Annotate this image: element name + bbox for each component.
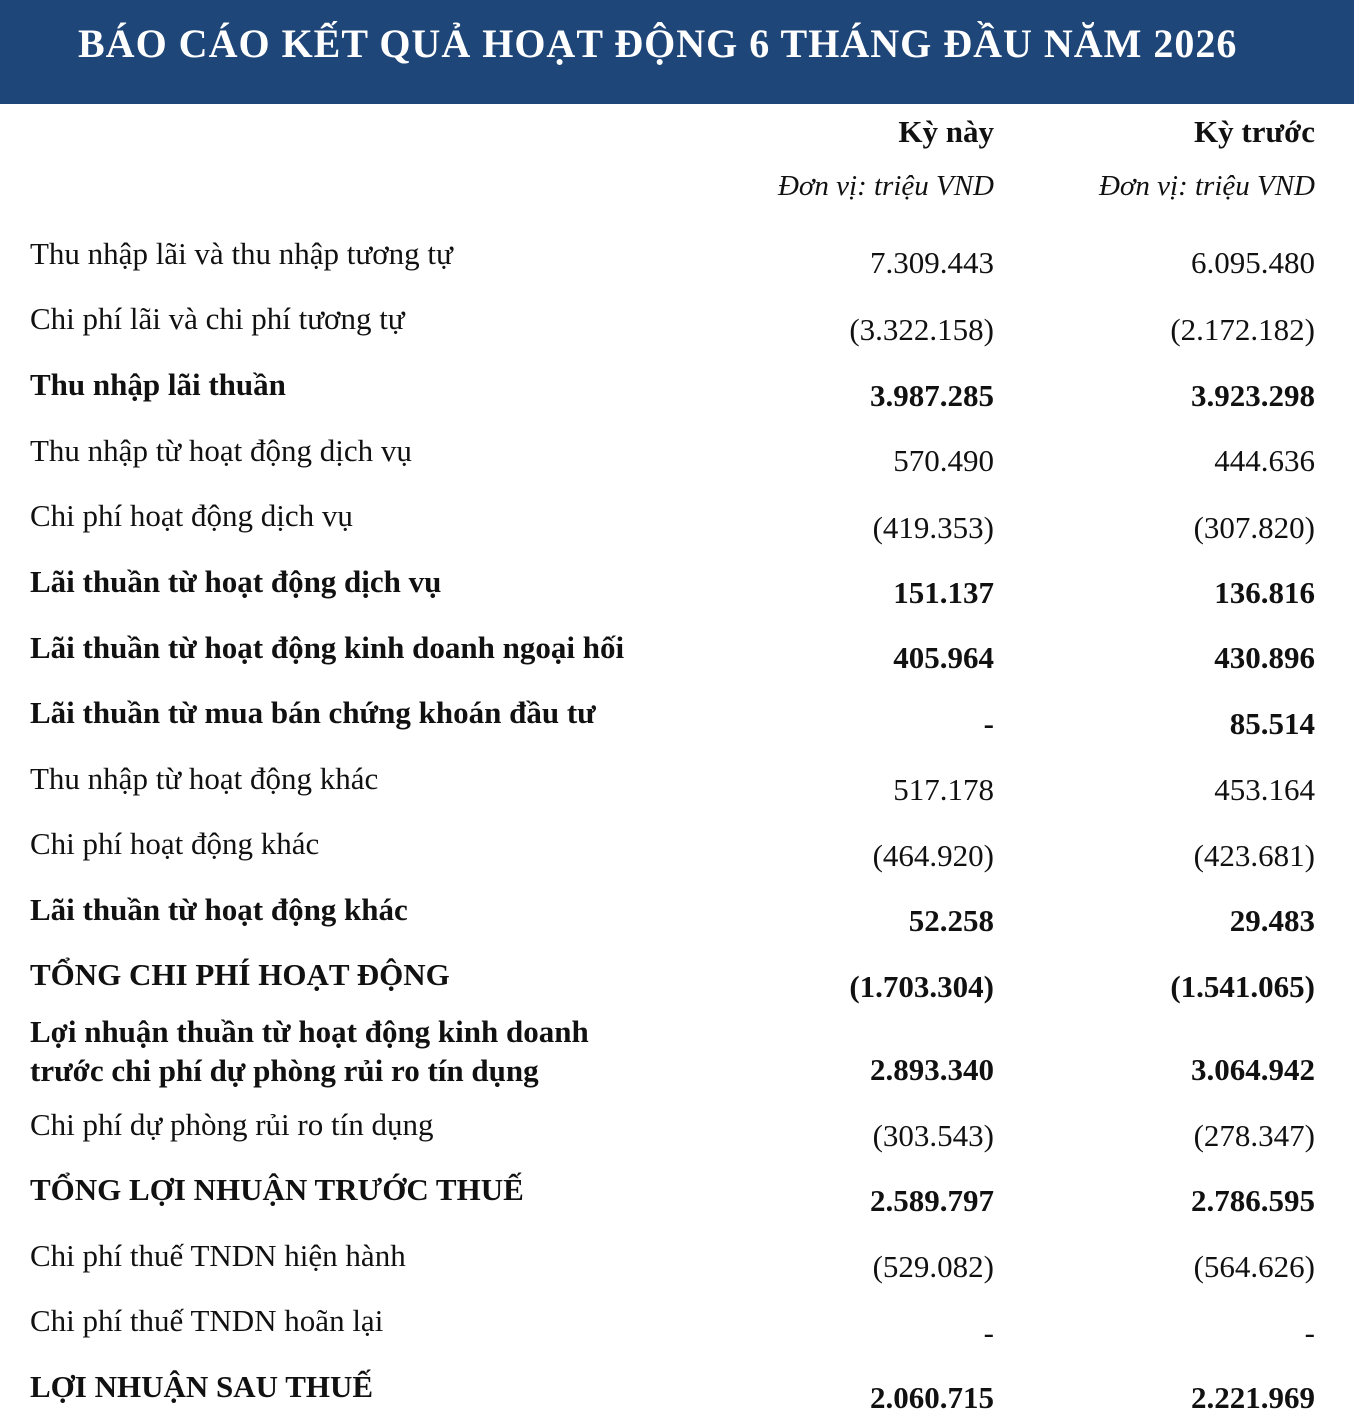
row-value-previous: 136.816 [1214,575,1315,610]
report-title: BÁO CÁO KẾT QUẢ HOẠT ĐỘNG 6 THÁNG ĐẦU NĂM 2026 [78,21,1238,66]
row-value-current: (464.920) [872,838,994,873]
row-label: LỢI NHUẬN SAU THUẾ [30,1369,374,1404]
row-value-previous: 6.095.480 [1191,245,1315,280]
row-label: Chi phí dự phòng rủi ro tín dụng [30,1107,434,1142]
row-value-previous: (1.541.065) [1170,969,1315,1004]
row-label: Thu nhập lãi và thu nhập tương tự [30,236,453,271]
row-label: Chi phí thuế TNDN hoãn lại [30,1303,384,1338]
row-value-current: (303.543) [872,1118,994,1153]
row-label: Chi phí hoạt động khác [30,826,320,861]
row-label: TỔNG CHI PHÍ HOẠT ĐỘNG [30,957,450,992]
row-value-current: 2.893.340 [870,1052,994,1087]
row-value-current: (3.322.158) [849,312,994,347]
row-value-current: 405.964 [893,640,994,675]
row-value-current: 517.178 [893,772,994,807]
row-label: Lãi thuần từ mua bán chứng khoán đầu tư [30,695,596,730]
row-value-previous: (564.626) [1193,1249,1315,1284]
row-label: Chi phí hoạt động dịch vụ [30,498,353,533]
column-header-previous: Kỳ trước [1194,114,1315,149]
row-label: Lãi thuần từ hoạt động dịch vụ [30,564,442,599]
row-value-current: 52.258 [908,903,994,938]
row-label: Lãi thuần từ hoạt động khác [30,892,408,927]
row-value-current: 570.490 [893,443,994,478]
row-value-previous: 453.164 [1214,772,1315,807]
row-value-previous: (2.172.182) [1170,312,1315,347]
row-value-current: - [983,706,994,741]
row-label: Lợi nhuận thuần từ hoạt động kinh doanh trước chi phí dự phòng rủi ro tín dụng [30,1014,589,1088]
row-label: Thu nhập từ hoạt động dịch vụ [30,433,412,468]
row-value-current: (1.703.304) [849,969,994,1004]
row-value-current: (529.082) [872,1249,994,1284]
row-label: Thu nhập lãi thuần [30,367,286,402]
unit-label-previous: Đơn vị: triệu VND [1098,170,1315,202]
row-label: TỔNG LỢI NHUẬN TRƯỚC THUẾ [30,1172,524,1207]
column-header-current: Kỳ này [898,114,994,149]
row-value-previous: 3.064.942 [1191,1052,1315,1087]
row-value-previous: (423.681) [1193,838,1315,873]
row-value-previous: 444.636 [1214,443,1315,478]
row-value-previous: 430.896 [1214,640,1315,675]
unit-label-current: Đơn vị: triệu VND [777,170,994,202]
row-value-current: - [983,1315,994,1350]
row-value-current: (419.353) [872,510,994,545]
row-value-current: 2.589.797 [870,1183,994,1218]
row-value-current: 151.137 [893,575,994,610]
row-label: Thu nhập từ hoạt động khác [30,761,379,796]
row-value-previous: 29.483 [1229,903,1315,938]
row-label: Lãi thuần từ hoạt động kinh doanh ngoại hối [30,630,625,665]
row-value-previous: 2.221.969 [1191,1380,1315,1415]
row-value-current: 2.060.715 [870,1380,994,1415]
report-header [0,0,1354,104]
row-value-previous: 2.786.595 [1191,1183,1315,1218]
row-value-current: 3.987.285 [870,378,994,413]
row-value-current: 7.309.443 [870,245,994,280]
row-value-previous: - [1304,1315,1315,1350]
row-value-previous: (278.347) [1193,1118,1315,1153]
row-label: Chi phí lãi và chi phí tương tự [30,301,405,336]
row-value-previous: 85.514 [1229,706,1315,741]
row-value-previous: (307.820) [1193,510,1315,545]
row-value-previous: 3.923.298 [1191,378,1315,413]
row-label: Chi phí thuế TNDN hiện hành [30,1238,406,1273]
